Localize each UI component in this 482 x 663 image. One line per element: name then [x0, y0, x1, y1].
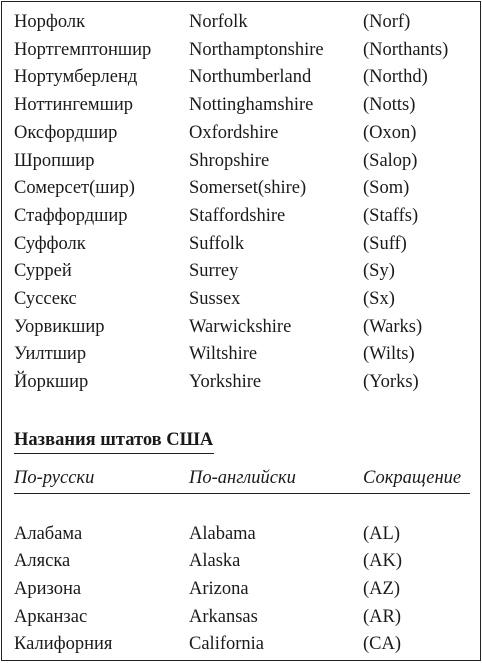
- state-name-ru: Аляска: [14, 551, 71, 571]
- state-name-en: Alaska: [189, 551, 241, 571]
- state-abbr: (AR): [363, 607, 402, 627]
- county-row: [2, 203, 480, 230]
- county-name-ru: Йоркшир: [14, 372, 89, 392]
- county-name-ru: Оксфордшир: [14, 123, 118, 143]
- county-row: [2, 92, 480, 119]
- state-name-en: California: [189, 634, 265, 654]
- state-row: [2, 604, 480, 631]
- county-name-ru: Стаффордшир: [14, 206, 128, 226]
- county-row: [2, 341, 480, 368]
- state-name-ru: Аризона: [14, 579, 82, 599]
- county-row: [2, 231, 480, 258]
- header-abbreviation: Сокращение: [363, 468, 462, 488]
- county-row: [2, 37, 480, 64]
- state-abbr: (AL): [363, 524, 400, 544]
- county-name-ru: Уилтшир: [14, 344, 87, 364]
- state-name-ru: Калифорния: [14, 634, 113, 654]
- county-name-ru: Ноттингемшир: [14, 95, 133, 115]
- county-name-en: Suffolk: [189, 234, 245, 254]
- county-name-en: Norfolk: [189, 12, 248, 32]
- county-name-ru: Сомерсет(шир): [14, 178, 135, 198]
- state-name-en: Alabama: [189, 524, 256, 544]
- county-name-en: Shropshire: [189, 151, 270, 171]
- county-name-en: Oxfordshire: [189, 123, 279, 143]
- state-abbr: (CA): [363, 634, 402, 654]
- county-abbr: (Warks): [363, 317, 423, 337]
- state-abbr: (AK): [363, 551, 403, 571]
- state-row: [2, 576, 480, 603]
- county-name-en: Surrey: [189, 261, 239, 281]
- county-abbr: (Som): [363, 178, 410, 198]
- county-name-ru: Уорвикшир: [14, 317, 105, 337]
- county-row: [2, 314, 480, 341]
- state-name-en: Arizona: [189, 579, 249, 599]
- county-abbr: (Northd): [363, 67, 428, 87]
- header-divider: [14, 493, 470, 494]
- county-abbr: (Wilts): [363, 344, 415, 364]
- state-row: [2, 521, 480, 548]
- header-english: По-английски: [189, 468, 296, 488]
- county-row: [2, 64, 480, 91]
- county-name-en: Yorkshire: [189, 372, 262, 392]
- state-name-ru: Арканзас: [14, 607, 88, 627]
- county-name-ru: Нортумберленд: [14, 67, 138, 87]
- county-row: [2, 286, 480, 313]
- county-abbr: (Northants): [363, 40, 449, 60]
- county-row: [2, 175, 480, 202]
- county-name-ru: Норфолк: [14, 12, 86, 32]
- county-abbr: (Staffs): [363, 206, 419, 226]
- county-name-ru: Суффолк: [14, 234, 86, 254]
- county-abbr: (Sx): [363, 289, 395, 309]
- table-header: [2, 465, 480, 492]
- state-name-ru: Алабама: [14, 524, 83, 544]
- county-name-en: Sussex: [189, 289, 241, 309]
- county-name-ru: Суррей: [14, 261, 72, 281]
- state-abbr: (AZ): [363, 579, 400, 599]
- state-row: [2, 631, 480, 658]
- county-name-ru: Суссекс: [14, 289, 77, 309]
- state-row: [2, 548, 480, 575]
- county-row: [2, 148, 480, 175]
- county-name-en: Nottinghamshire: [189, 95, 314, 115]
- county-row: [2, 258, 480, 285]
- county-abbr: (Notts): [363, 95, 416, 115]
- county-name-ru: Нортгемптоншир: [14, 40, 152, 60]
- county-name-ru: Шропшир: [14, 151, 95, 171]
- county-abbr: (Salop): [363, 151, 418, 171]
- county-row: [2, 9, 480, 36]
- county-row: [2, 120, 480, 147]
- county-name-en: Northumberland: [189, 67, 312, 87]
- county-abbr: (Sy): [363, 261, 395, 281]
- section-title: Названия штатов США: [14, 427, 214, 454]
- county-abbr: (Norf): [363, 12, 411, 32]
- county-abbr: (Yorks): [363, 372, 419, 392]
- county-row: [2, 369, 480, 396]
- county-name-en: Staffordshire: [189, 206, 286, 226]
- county-name-en: Somerset(shire): [189, 178, 307, 198]
- county-abbr: (Suff): [363, 234, 407, 254]
- header-russian: По-русски: [14, 468, 95, 488]
- county-name-en: Warwickshire: [189, 317, 292, 337]
- document-page: [1, 1, 481, 661]
- state-name-en: Arkansas: [189, 607, 258, 627]
- county-name-en: Northamptonshire: [189, 40, 324, 60]
- county-abbr: (Oxon): [363, 123, 417, 143]
- county-name-en: Wiltshire: [189, 344, 258, 364]
